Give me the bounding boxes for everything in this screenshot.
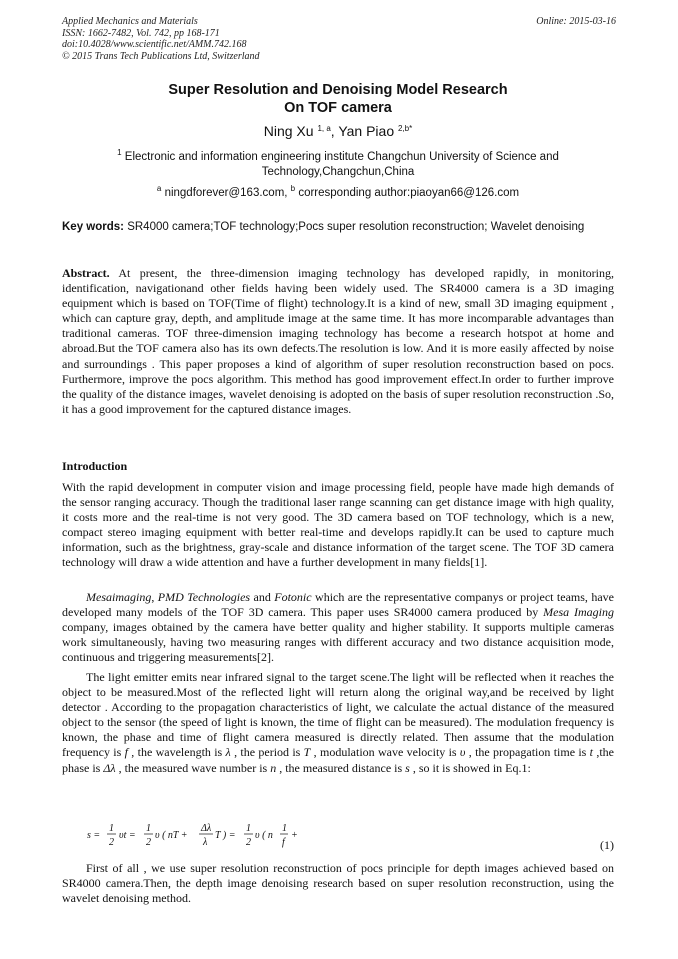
p3-text-f: ,the phase is bbox=[62, 745, 614, 775]
intro-paragraph-4: First of all , we use super resolution reconstruction of pocs principle for depth images achieved based on SR4000 camera.Then, the depth image denoising research based on super resolution reconstruction, using the wavelet denoising method. bbox=[62, 861, 614, 906]
keywords-label: Key words: bbox=[62, 221, 124, 233]
affiliation-text: Electronic and information engineering institute Changchun University of Science and Technology,Changchun,China bbox=[124, 151, 559, 178]
equation-1 bbox=[87, 818, 307, 858]
online-date: Online: 2015-03-16 bbox=[536, 16, 616, 27]
p3-text-g: , the measured wave number is bbox=[115, 760, 271, 775]
author-1-affil-mark: 1, a bbox=[317, 124, 331, 133]
intro-paragraph-1: With the rapid development in computer vision and image processing field, people have made high demands of the sensor ranging accuracy. Though the traditional laser range scanning can get distance image with high quality, it costs more and the real-time is not very good. The 3D camera based on TOF technology, which is a new, compact stereo imaging equipment with better real-time and develops rapidly.It can be used to capture much information, such as the brightness, gray-scale and distance information of the target scene. The TOF 3D camera technology will draw a wide attention and have a further development in many fields[1]. bbox=[62, 480, 614, 570]
eq-half-den-3: 2 bbox=[246, 837, 251, 848]
eq-v-n: υ ( n bbox=[255, 830, 273, 841]
abstract bbox=[62, 266, 614, 417]
p3-text-b: , the wavelength is bbox=[127, 745, 226, 760]
abstract-label: Abstract. bbox=[62, 266, 110, 280]
company-mesaimaging: Mesaimaging bbox=[86, 590, 152, 604]
eq-half-num-3: 1 bbox=[246, 823, 251, 834]
symbol-t: t bbox=[589, 745, 594, 760]
symbol-n: n bbox=[270, 760, 277, 775]
equation-number: (1) bbox=[600, 838, 614, 852]
journal-name: Applied Mechanics and Materials bbox=[62, 16, 198, 27]
affiliation-mark: 1 bbox=[117, 148, 122, 157]
title-line-1: Super Resolution and Denoising Model Research bbox=[168, 82, 508, 98]
eq-half-den-2: 2 bbox=[146, 837, 151, 848]
p3-text-h: , the measured distance is bbox=[276, 760, 406, 775]
symbol-delta-lambda: Δλ bbox=[103, 760, 116, 775]
eq-v-nT: υ ( nT + bbox=[155, 830, 188, 841]
p3-text-d: , modulation wave velocity is bbox=[310, 745, 460, 760]
email-a[interactable]: ningdforever@163.com, bbox=[164, 187, 291, 199]
symbol-v: υ bbox=[459, 745, 466, 760]
issn-line: ISSN: 1662-7482, Vol. 742, pp 168-171 bbox=[62, 27, 220, 39]
copyright-line: © 2015 Trans Tech Publications Ltd, Switzerland bbox=[62, 50, 260, 62]
p2-text-1: , bbox=[151, 590, 158, 604]
author-separator: , bbox=[330, 123, 339, 139]
keywords bbox=[62, 220, 614, 235]
eq-s: s = bbox=[87, 830, 101, 841]
email-line bbox=[62, 186, 614, 201]
eq-half-num: 1 bbox=[109, 823, 114, 834]
journal-header bbox=[62, 16, 260, 62]
company-pmd: PMD Technologies bbox=[157, 590, 251, 604]
email-b-mark: b bbox=[290, 184, 296, 193]
p3-text-e: , the propagation time is bbox=[465, 745, 590, 760]
doi-line[interactable]: doi:10.4028/www.scientific.net/AMM.742.168 bbox=[62, 39, 247, 50]
author-1: Ning Xu bbox=[263, 123, 314, 139]
eq-dl-den: λ bbox=[203, 837, 208, 848]
paper-title bbox=[62, 81, 614, 117]
author-list bbox=[62, 123, 614, 140]
eq-1f-den: f bbox=[282, 837, 285, 848]
p2-text-2: and bbox=[250, 590, 275, 604]
symbol-lambda: λ bbox=[225, 745, 231, 760]
eq-1f-num: 1 bbox=[282, 823, 287, 834]
eq-dl-num: Δλ bbox=[201, 823, 212, 834]
author-2-affil-mark: 2,b* bbox=[398, 124, 413, 133]
eq-half-num-2: 1 bbox=[146, 823, 151, 834]
email-b[interactable]: corresponding author:piaoyan66@126.com bbox=[298, 187, 520, 199]
symbol-s: s bbox=[405, 760, 410, 775]
p2-text-3: which are the representative companys or project teams, have developed many models of the TOF 3D camera. This paper uses SR4000 camera produced by bbox=[62, 590, 614, 620]
p3-text-c: , the period is bbox=[230, 745, 304, 760]
company-fotonic: Fotonic bbox=[274, 590, 312, 604]
p2-text-4: company, images obtained by the camera have better quality and higher stability. It supports multiple cameras work simultaneously, having two measuring ranges with different accuracy and two distance acquisition mode, continuous and triggering measurements[2]. bbox=[62, 620, 614, 665]
affiliation bbox=[62, 150, 614, 180]
eq-T-close: T ) = bbox=[215, 830, 236, 841]
email-a-mark: a bbox=[156, 184, 162, 193]
eq-vt: υt = bbox=[119, 830, 136, 841]
symbol-f: f bbox=[124, 745, 128, 760]
intro-paragraph-2 bbox=[62, 590, 614, 665]
keywords-text: SR4000 camera;TOF technology;Pocs super resolution reconstruction; Wavelet denoising bbox=[127, 221, 585, 233]
p3-text-i: , so it is showed in Eq.1: bbox=[409, 760, 531, 775]
section-heading-introduction: Introduction bbox=[62, 459, 128, 473]
p3-text-a: The light emitter emits near infrared signal to the target scene.The light will be reflected when it reaches the object to be measured.Most of the reflected light will return along the original way,and be received by light detector . According to the propagation characteristics of light, we calculate the actual distance of the measured object to the sensor (the speed of light is known, the time of flight can be measured). The modulation frequency is known, the phase and time of flight camera measured is directly related. Then assume that the modulation frequency is bbox=[62, 670, 614, 760]
eq-plus: + bbox=[291, 830, 298, 841]
symbol-T: T bbox=[303, 745, 311, 760]
author-2: Yan Piao bbox=[338, 123, 395, 139]
abstract-text: At present, the three-dimension imaging technology has developed rapidly, in monitoring, identification, navigationand other fields having been widely used. The SR4000 camera is a 3D imaging equipment which is based on TOF(Time of flight) technology.It is a kind of new, small 3D imaging equipment , which can capture gray, depth, and amplitude image at the same time. It has more incomparable advantages than traditional cameras. TOF three-dimension imaging technology has become a research hotspot at home and abroad.But the TOF camera also has its own defects.The resolution is low. And it is more easily affected by noise and surroundings . This paper proposes a kind of algorithm of super resolution reconstruction based on pocs. Furthermore, improve the pocs algorithm. This method has good improvement effect.In order to further improve the quality of the distance images, wavelet denoising is adopted on the basis of super resolution reconstruction .So, it has a good improvement for the captured distance images. bbox=[62, 266, 615, 416]
company-mesa-imaging: Mesa Imaging bbox=[543, 605, 614, 620]
title-line-2: On TOF camera bbox=[284, 100, 392, 116]
intro-paragraph-3 bbox=[62, 670, 614, 776]
eq-half-den: 2 bbox=[109, 837, 114, 848]
